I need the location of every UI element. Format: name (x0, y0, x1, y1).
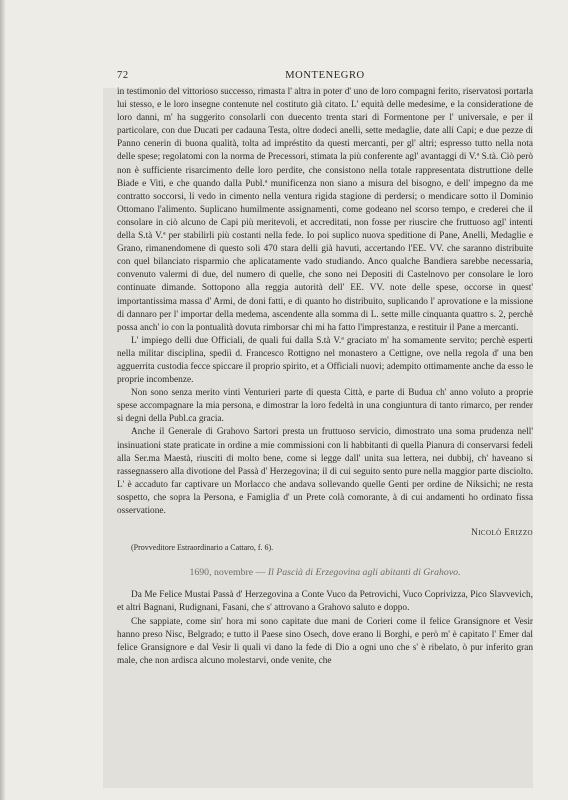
page-header (117, 70, 533, 84)
paragraph: Da Me Felice Mustai Passà d' Herzegovina a Conte Vuco da Petrovichi, Vuco Coprivizza, Pico Slavvevich, et altri Bagnani, Rudignani, Fasani, che s' attrovano a Grahovo saluto e doppo. (117, 590, 533, 614)
paragraph: in testimonio del vittorioso successo, rimasta l' altra in poter d' uno de loro compagni ferito, riservatosi portarla lui stesso, e le loro insegne contenute nel costituto già citato. L' equità delle medesime, e la consideratione de loro danni, m' ha suggerito consolarli con duecento trenta stari di Formentone per l' universale, e per il particolare, con due Ducati per cadauna Testa, oltre dodeci anelli, sette medaglie, date alli Capi; e due pezze di Panno cenerin di buona qualità, tolta ad impréstito da questi mercanti, per gl' altri; espresso tutto nella nota delle spese; regolatomi con la norma de Precessori, stimata la più conferente agl' avantaggi di V.ª S.tà. Ciò però non è sufficiente risarcimento delle loro perdite, che consistono nella totale rappresentata distruttione delle Biade e Viti, e che quando dalla Publ.ª munificenza non siano a misura del bisogno, e dell' impegno da me contratto soccorsi, li vedo in cimento nella ventura rigida stagione di perdersi; o mendicare sotto il Dominio Ottomano l'alimento. Suplicano humilmente assignamenti, come godeano nel scorso tempo, e crederei che il consolare in ciò alcuno de Capi più meritevoli, et accreditati, non fosse per riuscire che fruttuoso agl' intenti della S.tà V.ª per stabilirli più costanti nella fede. Io poi suplico nuova speditione di Pane, Anelli, Medaglie e Grano, rimanendomene di questo soli 470 stara delli già havuti, accertando l'EE. VV. che saranno distribuite con quel bilanciato risparmio che aplicatamente vado studiando. Anco qualche Bandiera sarebbe necessaria, convenuto valermi di due, del numero di quelle, che sono nei Depositi di Castelnovo per consolare le loro continuate dimande. Sottopono alla reggia autorità dell' EE. VV. note delle spese, occorse in quest' importantissima massa d' Armi, de doni fatti, e di quanto ho distribuito, suplicando l' aprovatione e la missione di dannaro per l' importar della medema, ascendente alla somma di L. sette mille cinquanta quattro s. 2, perchè possa anch' io con la pontualità dovuta rimborsar chi mi ha fatto l'imprestanza, e restituir il Pane a mercanti. (117, 87, 533, 333)
page-edge-shadow (0, 0, 6, 800)
paragraph: L' impiego delli due Officiali, de quali fui dalla S.tà V.ª graciato m' ha somamente servito; perchè esperti nella militar disciplina, spediì d. Francesco Rottigno nel monastero a Cettigne, ove nella regola d' una ben agguerrita custodia fecce spiccare il proprio spirito, et a Officiali nuovi; adempito ottimamente anche da esso le proprie incombenze. (117, 335, 533, 386)
running-head: MONTENEGRO (285, 70, 365, 81)
document-title (117, 566, 533, 579)
signature: Nicolò Erizzo (471, 528, 533, 539)
archival-source: (Provveditore Estraordinario a Cattaro, f. 6). (131, 543, 274, 553)
paragraph: Anche il Generale di Grahovo Sartori presta un fruttuoso servicio, dimostrato una soma prudenza nell' insinuationi state praticate in ordine a mie commissioni con li habbitanti di quella Pianura di conservarsi fedeli alla Ser.ma Maestà, riusciti di molto bene, come si legge dall' unita sua lettera, nei dubbij, ch' haveano si rassegnassero alla divotione del Passà d' Herzegovina; il di cui seguito sento pure nella maggior parte disciolto. L' è accaduto far captivare un Morlacco che andava sollevando quelle Genti per ordine de Niksichi; ne resta sospetto, che sopra la Persona, e Famiglia d' un Prete colà comorante, à di cui andamenti ho ordinato fissa osservatione. (117, 427, 533, 516)
document-body (117, 86, 533, 668)
paragraph: Che sappiate, come sin' hora mi sono capitate due mani de Corieri come il felice Gransignore et Vesir hanno preso Nisc, Belgrado; e tutto il Paese sino Osech, dove erano li Borghi, e però m' è capitato l' Emer dal felice Gransignore e dal Vesir li quali vi dano la fede di Dio a ogni uno che s' è ribelato, ò pur inferito gran male, che non ardisca alcuno molestarvi, onde venite, che (117, 616, 533, 666)
page-number: 72 (117, 70, 129, 81)
document-heading: Il Pascià di Erzegovina agli abitanti di Grahovo. (267, 567, 461, 579)
document-date: 1690, novembre — (189, 567, 266, 579)
paragraph: Non sono senza merito vinti Venturieri parte di questa Città, e parte di Budua ch' anno voluto a proprie spese accompagnare la mia persona, e dimostrar la loro fedeltà in una congiuntura di tanto rimarco, per render si degni della Publ.ca gracia. (117, 388, 533, 425)
